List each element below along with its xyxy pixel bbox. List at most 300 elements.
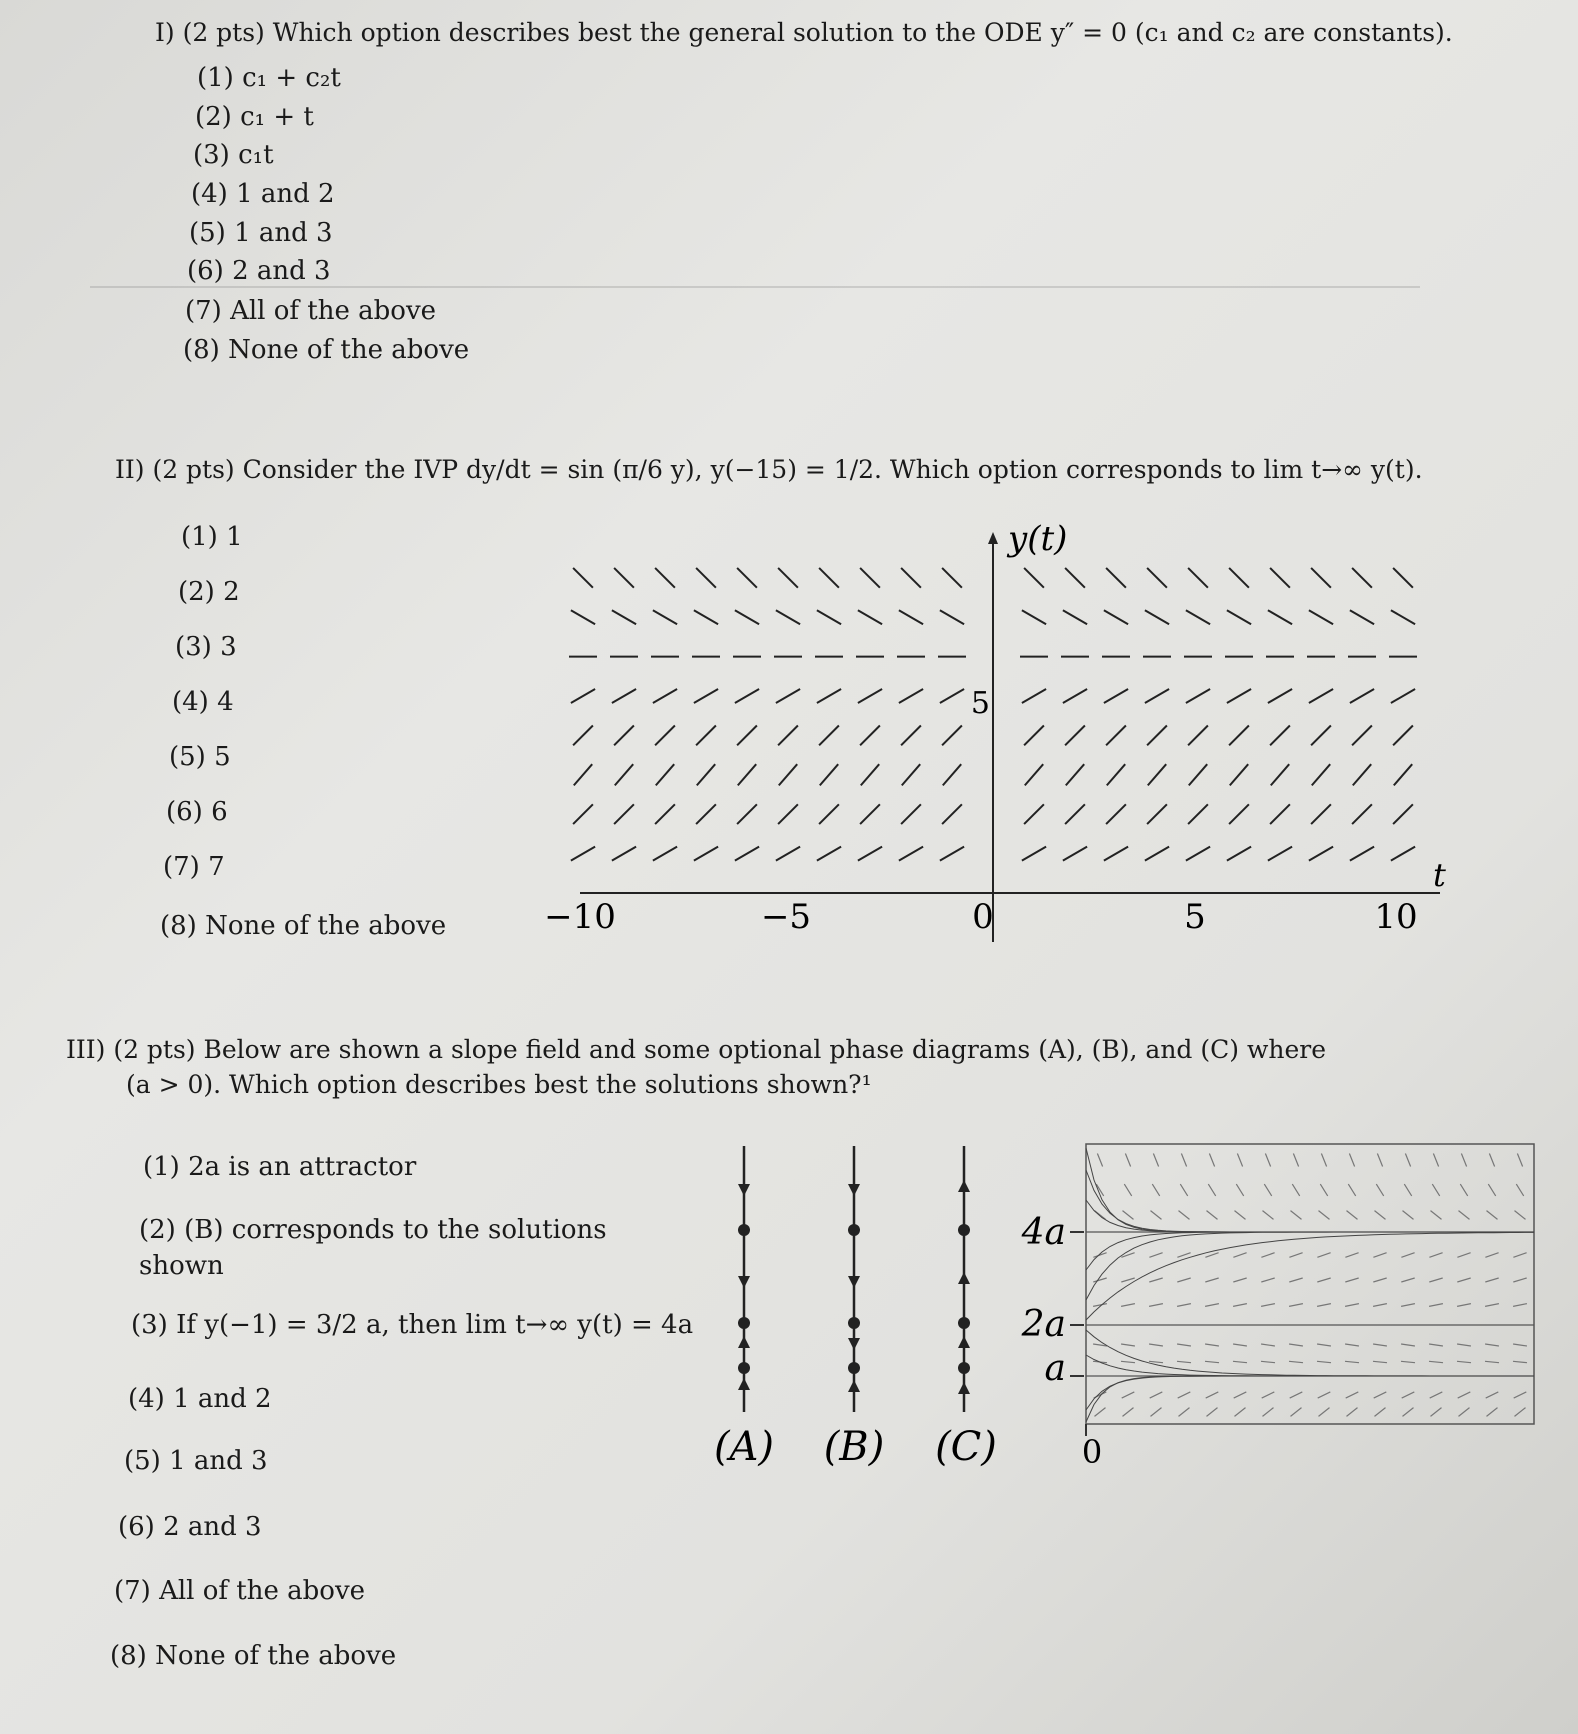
arrow-down-icon — [848, 1276, 860, 1288]
slope-segment — [655, 726, 675, 746]
origin-label: 0 — [1081, 1433, 1103, 1471]
field-segment — [1205, 1361, 1219, 1362]
field-segment — [1373, 1344, 1387, 1346]
field-segment — [1317, 1278, 1330, 1282]
field-segment — [1431, 1211, 1442, 1220]
field-segment — [1317, 1253, 1330, 1258]
phase-line-b — [824, 1146, 885, 1470]
field-segment — [1345, 1304, 1359, 1307]
y-axis-arrow-icon — [988, 532, 998, 544]
q3-option-3: (3) If y(−1) = 3/2 a, then lim t→∞ y(t) = 4a — [131, 1310, 694, 1340]
field-segment — [1180, 1184, 1187, 1196]
field-segment — [1429, 1304, 1443, 1307]
q1-option-1: (1) c₁ + c₂t — [197, 63, 341, 93]
field-segment — [1122, 1392, 1135, 1398]
slope-segment — [1391, 610, 1415, 624]
field-segment — [1179, 1408, 1190, 1417]
field-segment — [1261, 1253, 1274, 1258]
slope-segment — [817, 847, 841, 861]
slope-segment — [858, 610, 882, 624]
field-segment — [1485, 1278, 1498, 1282]
x-tick-label: −10 — [544, 897, 616, 937]
field-segment — [1121, 1304, 1135, 1307]
phase-label-a: (A) — [713, 1424, 775, 1470]
field-segment — [1233, 1304, 1247, 1307]
slope-segment — [573, 568, 593, 588]
slope-segment — [694, 610, 718, 624]
field-segment — [1152, 1184, 1159, 1196]
field-segment — [1457, 1344, 1471, 1346]
slope-segment — [1188, 804, 1208, 824]
slope-segment — [1188, 568, 1208, 588]
arrow-up-icon — [958, 1382, 970, 1394]
field-segment — [1149, 1278, 1162, 1282]
field-segment — [1293, 1154, 1298, 1167]
field-segment — [1289, 1253, 1302, 1258]
field-segment — [1485, 1361, 1499, 1362]
field-segment — [1207, 1211, 1218, 1220]
slope-segment — [614, 568, 634, 588]
q2-option-8: (8) None of the above — [160, 911, 447, 941]
q3-option-7: (7) All of the above — [114, 1576, 366, 1606]
slope-segment — [778, 726, 798, 746]
slope-segment — [655, 804, 675, 824]
q3-option-2: (2) (B) corresponds to the solutions shown — [139, 1215, 607, 1281]
slope-segment — [1022, 847, 1046, 861]
slope-segment — [1106, 726, 1126, 746]
slope-segment — [1147, 568, 1167, 588]
q1-option-4: (4) 1 and 2 — [191, 179, 335, 209]
slope-segment — [1145, 610, 1169, 624]
field-segment — [1317, 1344, 1331, 1346]
field-segment — [1320, 1184, 1327, 1196]
slope-segment — [1352, 726, 1372, 746]
solution-curve — [1086, 1232, 1534, 1320]
field-segment — [1457, 1253, 1470, 1258]
faint-divider-line — [90, 286, 1420, 288]
field-segment — [1487, 1211, 1498, 1220]
q2-option-5: (5) 5 — [169, 742, 231, 772]
arrow-up-icon — [848, 1380, 860, 1392]
slope-segment — [817, 689, 841, 703]
field-segment — [1321, 1154, 1326, 1167]
field-segment — [1207, 1408, 1218, 1417]
question-3-prompt-line2: (a > 0). Which option describes best the solutions shown?¹ — [126, 1070, 872, 1099]
field-segment — [1429, 1278, 1442, 1282]
field-segment — [1233, 1253, 1246, 1258]
field-segment — [1345, 1253, 1358, 1258]
slope-segment — [858, 847, 882, 861]
solution-curves — [1086, 1148, 1534, 1422]
field-segment — [1095, 1408, 1106, 1417]
field-segment — [1345, 1278, 1358, 1282]
field-segment — [1291, 1408, 1302, 1417]
field-segment — [1513, 1361, 1527, 1362]
slope-segment — [1268, 610, 1292, 624]
slope-segment — [1350, 689, 1374, 703]
field-segment — [1205, 1278, 1218, 1282]
phase-label-c: (C) — [935, 1424, 997, 1470]
slope-segment — [612, 847, 636, 861]
field-segment — [1121, 1344, 1135, 1346]
slope-segment — [1227, 847, 1251, 861]
slope-segment — [1066, 764, 1084, 785]
field-segment — [1349, 1154, 1354, 1167]
field-segment — [1373, 1278, 1386, 1282]
slope-segment — [1065, 804, 1085, 824]
slope-segment — [1352, 568, 1372, 588]
field-segment — [1513, 1304, 1527, 1307]
field-segment — [1289, 1304, 1303, 1307]
q2-option-6: (6) 6 — [166, 797, 228, 827]
field-segment — [1264, 1184, 1271, 1196]
slope-segment — [860, 726, 880, 746]
arrow-up-icon — [958, 1272, 970, 1284]
x-tick-label: 0 — [972, 897, 994, 937]
slope-segment — [614, 726, 634, 746]
slope-segment — [1024, 726, 1044, 746]
field-segment — [1401, 1278, 1414, 1282]
phase-line-a — [714, 1146, 774, 1470]
field-segment — [1178, 1392, 1191, 1398]
slope-segment — [943, 764, 961, 785]
slope-segment — [1104, 610, 1128, 624]
slope-segment — [1270, 804, 1290, 824]
field-segment — [1097, 1154, 1102, 1167]
solution-curve — [1086, 1330, 1534, 1376]
slope-segment — [1186, 689, 1210, 703]
slope-segment — [817, 610, 841, 624]
slope-segment — [1393, 568, 1413, 588]
slope-segment — [653, 610, 677, 624]
slope-segment — [1189, 764, 1207, 785]
field-segment — [1151, 1408, 1162, 1417]
slope-segment — [1065, 568, 1085, 588]
slope-segment — [1229, 726, 1249, 746]
slope-segment — [1271, 764, 1289, 785]
field-segment — [1177, 1344, 1191, 1346]
solution-curve — [1086, 1170, 1534, 1232]
field-segment — [1487, 1408, 1498, 1417]
slope-segment — [942, 568, 962, 588]
field-segment — [1514, 1392, 1527, 1398]
q3-option-4: (4) 1 and 2 — [128, 1384, 272, 1414]
slope-segment — [1063, 610, 1087, 624]
q1-option-3: (3) c₁t — [193, 140, 274, 170]
x-tick-label: 10 — [1374, 897, 1418, 937]
slope-segment — [1350, 847, 1374, 861]
field-segment — [1208, 1184, 1215, 1196]
field-segment — [1234, 1392, 1247, 1398]
slope-segment — [1393, 804, 1413, 824]
slope-segment — [612, 689, 636, 703]
slope-segment — [1391, 689, 1415, 703]
phase-diagrams-and-field — [700, 1140, 1560, 1480]
field-segment — [1516, 1184, 1523, 1196]
slope-segment — [901, 726, 921, 746]
slope-segment — [820, 764, 838, 785]
y-axis-label: y(t) — [1008, 519, 1068, 559]
slope-segment — [901, 568, 921, 588]
slope-segment — [1268, 689, 1292, 703]
field-segment — [1405, 1154, 1410, 1167]
field-segment — [1373, 1304, 1387, 1307]
field-segment — [1317, 1304, 1331, 1307]
slope-segment — [1227, 689, 1251, 703]
field-segment — [1177, 1361, 1191, 1362]
slope-segment — [696, 726, 716, 746]
field-segment — [1261, 1344, 1275, 1346]
field-segment — [1235, 1408, 1246, 1417]
slope-segment — [1309, 689, 1333, 703]
slope-segment — [737, 804, 757, 824]
field-segment — [1485, 1253, 1498, 1258]
slope-segment — [1352, 804, 1372, 824]
field-segment — [1235, 1211, 1246, 1220]
field-segment — [1345, 1361, 1359, 1362]
slope-segment — [1186, 847, 1210, 861]
field-segment — [1262, 1392, 1275, 1398]
field-segment — [1121, 1278, 1134, 1282]
field-segment — [1263, 1211, 1274, 1220]
slope-segment — [571, 847, 595, 861]
field-segment — [1459, 1211, 1470, 1220]
field-segment — [1150, 1392, 1163, 1398]
field-segment — [1319, 1211, 1330, 1220]
field-segment — [1318, 1392, 1331, 1398]
slope-segment — [738, 764, 756, 785]
field-segment — [1429, 1344, 1443, 1346]
solution-curve — [1086, 1376, 1534, 1422]
solution-curve — [1086, 1148, 1534, 1232]
solution-curve — [1086, 1232, 1534, 1300]
field-segment — [1261, 1304, 1275, 1307]
field-segment — [1177, 1253, 1190, 1258]
slope-segment — [1063, 847, 1087, 861]
field-segment — [1233, 1278, 1246, 1282]
field-segment — [1489, 1154, 1494, 1167]
field-segment — [1433, 1154, 1438, 1167]
field-segment — [1517, 1154, 1522, 1167]
slope-segment — [778, 568, 798, 588]
question-3-prompt-line1: III) (2 pts) Below are shown a slope field and some optional phase diagrams (A), (B), and (C) where — [66, 1035, 1326, 1064]
field-segment — [1289, 1344, 1303, 1346]
solution-curve — [1086, 1200, 1534, 1232]
slope-segment — [1186, 610, 1210, 624]
field-segment — [1377, 1154, 1382, 1167]
field-segment — [1261, 1361, 1275, 1362]
field-segment — [1459, 1408, 1470, 1417]
slope-segment — [1106, 568, 1126, 588]
field-segment — [1151, 1211, 1162, 1220]
slope-segment — [614, 804, 634, 824]
field-segment — [1429, 1253, 1442, 1258]
slope-segment — [1022, 610, 1046, 624]
slope-segment — [696, 568, 716, 588]
field-segment — [1205, 1253, 1218, 1258]
slope-segment — [694, 847, 718, 861]
field-segment — [1124, 1184, 1131, 1196]
slope-segment — [571, 689, 595, 703]
field-segment — [1123, 1408, 1134, 1417]
q2-option-2: (2) 2 — [178, 577, 240, 607]
slope-segment — [1353, 764, 1371, 785]
slope-segment — [902, 764, 920, 785]
slope-segment — [1188, 726, 1208, 746]
slope-segment — [899, 610, 923, 624]
slope-segment — [776, 610, 800, 624]
slope-segment — [1350, 610, 1374, 624]
slope-segment — [1230, 764, 1248, 785]
field-segment — [1237, 1154, 1242, 1167]
q1-option-6: (6) 2 and 3 — [187, 256, 331, 286]
field-segment — [1149, 1361, 1163, 1362]
slope-segment — [1104, 847, 1128, 861]
q3-option-5: (5) 1 and 3 — [124, 1446, 268, 1476]
slope-segment — [1312, 764, 1330, 785]
field-segment — [1431, 1408, 1442, 1417]
field-segment — [1291, 1211, 1302, 1220]
arrow-up-icon — [738, 1378, 750, 1390]
field-segment — [1374, 1392, 1387, 1398]
field-segment — [1317, 1361, 1331, 1362]
q3-option-1: (1) 2a is an attractor — [143, 1152, 417, 1182]
slope-segment — [653, 689, 677, 703]
arrow-down-icon — [738, 1184, 750, 1196]
field-segment — [1485, 1304, 1499, 1307]
slope-segment — [1391, 847, 1415, 861]
field-segment — [1457, 1361, 1471, 1362]
slope-segment — [737, 726, 757, 746]
slope-segment — [735, 610, 759, 624]
slope-segment — [1393, 726, 1413, 746]
arrow-up-icon — [738, 1336, 750, 1348]
field-segment — [1348, 1184, 1355, 1196]
slope-segment — [1309, 847, 1333, 861]
q2-option-1: (1) 1 — [181, 522, 243, 552]
q3-option-6: (6) 2 and 3 — [118, 1512, 262, 1542]
slope-segment — [573, 804, 593, 824]
slope-segment — [778, 804, 798, 824]
field-segment — [1179, 1211, 1190, 1220]
slope-segment — [574, 764, 592, 785]
field-segment — [1513, 1344, 1527, 1346]
slope-segment — [1106, 804, 1126, 824]
x-tick-labels — [544, 897, 1418, 937]
field-segment — [1233, 1361, 1247, 1362]
field-segment — [1123, 1211, 1134, 1220]
field-segment — [1376, 1184, 1383, 1196]
slope-segment — [819, 568, 839, 588]
slope-segment — [940, 610, 964, 624]
slope-segment — [697, 764, 715, 785]
slope-segment — [819, 804, 839, 824]
slope-field-plot — [544, 510, 1460, 950]
slope-segment — [942, 726, 962, 746]
slope-segment — [1268, 847, 1292, 861]
field-segment — [1373, 1253, 1386, 1258]
slope-segment — [1229, 568, 1249, 588]
slope-segment — [1311, 804, 1331, 824]
slope-segment — [901, 804, 921, 824]
slope-segment — [1270, 726, 1290, 746]
field-segment — [1177, 1304, 1191, 1307]
field-segment — [1206, 1392, 1219, 1398]
field-segment — [1347, 1408, 1358, 1417]
slope-segment — [858, 689, 882, 703]
field-segment — [1153, 1154, 1158, 1167]
field-segment — [1488, 1184, 1495, 1196]
field-segment — [1375, 1211, 1386, 1220]
slope-segment — [1145, 847, 1169, 861]
y-tick-label-5: 5 — [970, 686, 990, 721]
field-segment — [1373, 1361, 1387, 1362]
q1-option-7: (7) All of the above — [185, 296, 437, 326]
field-segment — [1347, 1211, 1358, 1220]
q1-option-2: (2) c₁ + t — [195, 102, 314, 132]
slope-segment — [655, 568, 675, 588]
field-segment — [1149, 1253, 1162, 1258]
slope-segment — [1022, 689, 1046, 703]
phase-line-c — [935, 1146, 997, 1470]
field-segment — [1457, 1304, 1471, 1307]
q2-option-3: (3) 3 — [175, 632, 237, 662]
field-segment — [1404, 1184, 1411, 1196]
slope-segment — [1025, 764, 1043, 785]
field-segment — [1209, 1154, 1214, 1167]
slope-segment — [776, 847, 800, 861]
arrow-up-icon — [958, 1336, 970, 1348]
solution-curve — [1086, 1355, 1534, 1376]
field-segment — [1125, 1154, 1130, 1167]
slope-segment — [1147, 726, 1167, 746]
field-segment — [1513, 1253, 1526, 1258]
level-label-2a: 2a — [1021, 1304, 1066, 1345]
field-segment — [1205, 1304, 1219, 1307]
slope-segment — [1229, 804, 1249, 824]
field-segment — [1289, 1361, 1303, 1362]
slope-segment — [940, 847, 964, 861]
level-label-a: a — [1044, 1348, 1066, 1389]
arrow-down-icon — [848, 1338, 860, 1350]
slope-segment — [571, 610, 595, 624]
slope-segment — [573, 726, 593, 746]
field-segment — [1375, 1408, 1386, 1417]
slope-segment — [696, 804, 716, 824]
field-segment — [1149, 1304, 1163, 1307]
q1-option-8: (8) None of the above — [183, 335, 470, 365]
field-segment — [1486, 1392, 1499, 1398]
field-segment — [1403, 1408, 1414, 1417]
slope-segment — [1024, 568, 1044, 588]
field-segment — [1289, 1278, 1302, 1282]
arrow-down-icon — [738, 1276, 750, 1288]
field-segment — [1515, 1211, 1526, 1220]
slope-segment — [942, 804, 962, 824]
field-segment — [1461, 1154, 1466, 1167]
arrow-down-icon — [848, 1184, 860, 1196]
field-segment — [1460, 1184, 1467, 1196]
t-axis-label: t — [1433, 856, 1446, 894]
field-segment — [1401, 1361, 1415, 1362]
field-segment — [1429, 1361, 1443, 1362]
field-segment — [1265, 1154, 1270, 1167]
slope-segment — [1063, 689, 1087, 703]
slope-segment — [653, 847, 677, 861]
slope-segment — [776, 689, 800, 703]
slope-segment — [1270, 568, 1290, 588]
field-segment — [1515, 1408, 1526, 1417]
